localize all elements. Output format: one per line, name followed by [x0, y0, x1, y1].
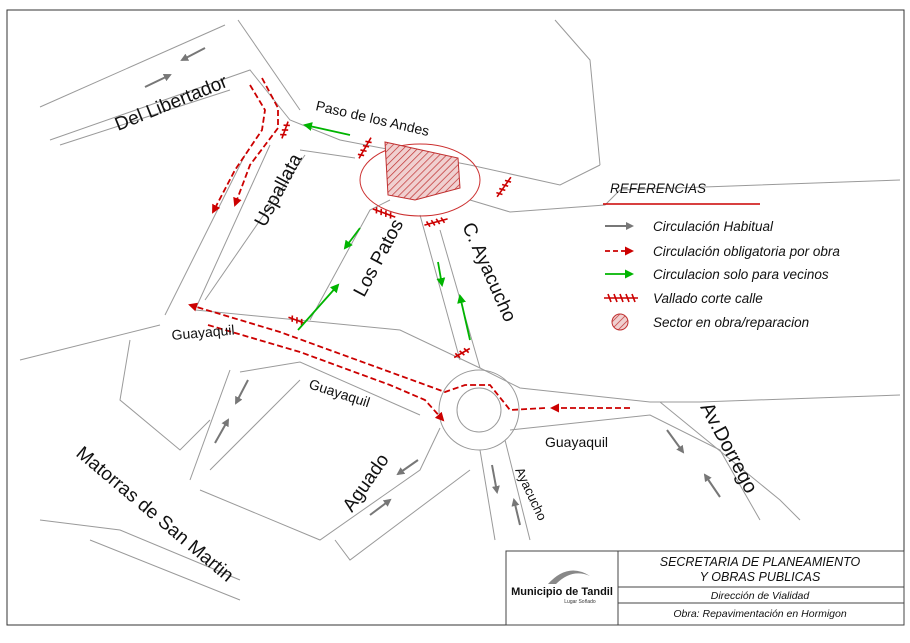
gray-arrow-icon [705, 475, 720, 497]
barrier-icon [495, 175, 514, 198]
street-label-ayacucho: Ayacucho [512, 464, 550, 523]
gray-arrow-icon [667, 430, 683, 452]
barrier-icon [279, 121, 291, 140]
habitual-arrows [145, 48, 720, 525]
street-label-guayaquil: Guayaquil [545, 434, 609, 450]
legend-title: REFERENCIAS [610, 181, 707, 196]
street-label-uspallata: Uspallata [250, 150, 307, 231]
legend-item-vallado [604, 291, 763, 306]
street-label-del-libertador: Del Libertador [112, 71, 231, 136]
logo-tagline: Lugar Soñado [564, 599, 596, 605]
gray-arrow-icon [492, 465, 497, 492]
barrier-icon [424, 216, 449, 228]
obras-line: Y OBRAS PUBLICAS [699, 570, 821, 584]
barrier-icon [453, 346, 472, 360]
gray-arrow-icon [145, 75, 170, 87]
green-arrow-icon [460, 296, 470, 340]
street-label-guayaquil: Guayaquil [170, 321, 236, 343]
legend-label: Circulación Habitual [653, 219, 774, 234]
red-dashed-arrow-icon [208, 325, 443, 420]
work-zone [360, 142, 480, 216]
legend-label: Sector en obra/reparacion [653, 315, 810, 330]
gray-arrow-icon [398, 460, 418, 474]
legend-label: Vallado corte calle [653, 291, 763, 306]
green-arrow-icon [345, 228, 360, 248]
street-label-los-patos: Los Patos [349, 215, 409, 301]
street-label-matorras: Matorras de San Martin [71, 442, 238, 587]
gray-arrow-icon [215, 420, 228, 443]
legend-item-obligatoria [605, 244, 840, 259]
gray-arrow-icon [370, 500, 390, 515]
legend-item-vecinos [605, 267, 829, 282]
direccion-line: Dirección de Vialidad [710, 590, 810, 602]
work-zone-icon [612, 314, 628, 330]
street-label-guayaquil: Guayaquil [307, 375, 372, 411]
legend-label: Circulación obligatoria por obra [653, 244, 840, 259]
green-arrow-icon [305, 125, 350, 135]
secretaria-line: SECRETARIA DE PLANEAMIENTO [659, 555, 861, 569]
legend-item-habitual [605, 219, 774, 234]
gray-arrow-icon [236, 380, 248, 403]
logo-name: Municipio de Tandil [511, 586, 613, 598]
street-label-aguado: Aguado [338, 450, 394, 516]
barrier-icon [287, 314, 304, 325]
gray-arrow-icon [514, 500, 520, 525]
obra-line: Obra: Repavimentación en Hormigon [673, 608, 847, 620]
street-label-c-ayacucho: C. Ayacucho [457, 219, 520, 326]
barrier-icon [604, 294, 638, 302]
legend [603, 181, 840, 330]
gray-arrow-icon [182, 48, 205, 60]
title-block [506, 551, 904, 625]
barrier-icon [356, 136, 373, 160]
street-label-paso-de-los-andes: Paso de los Andes [314, 97, 431, 140]
street-label-av-dorrego: Av.Dorrego [695, 399, 762, 498]
legend-label: Circulacion solo para vecinos [653, 267, 829, 282]
legend-item-sector-obra [612, 314, 809, 330]
